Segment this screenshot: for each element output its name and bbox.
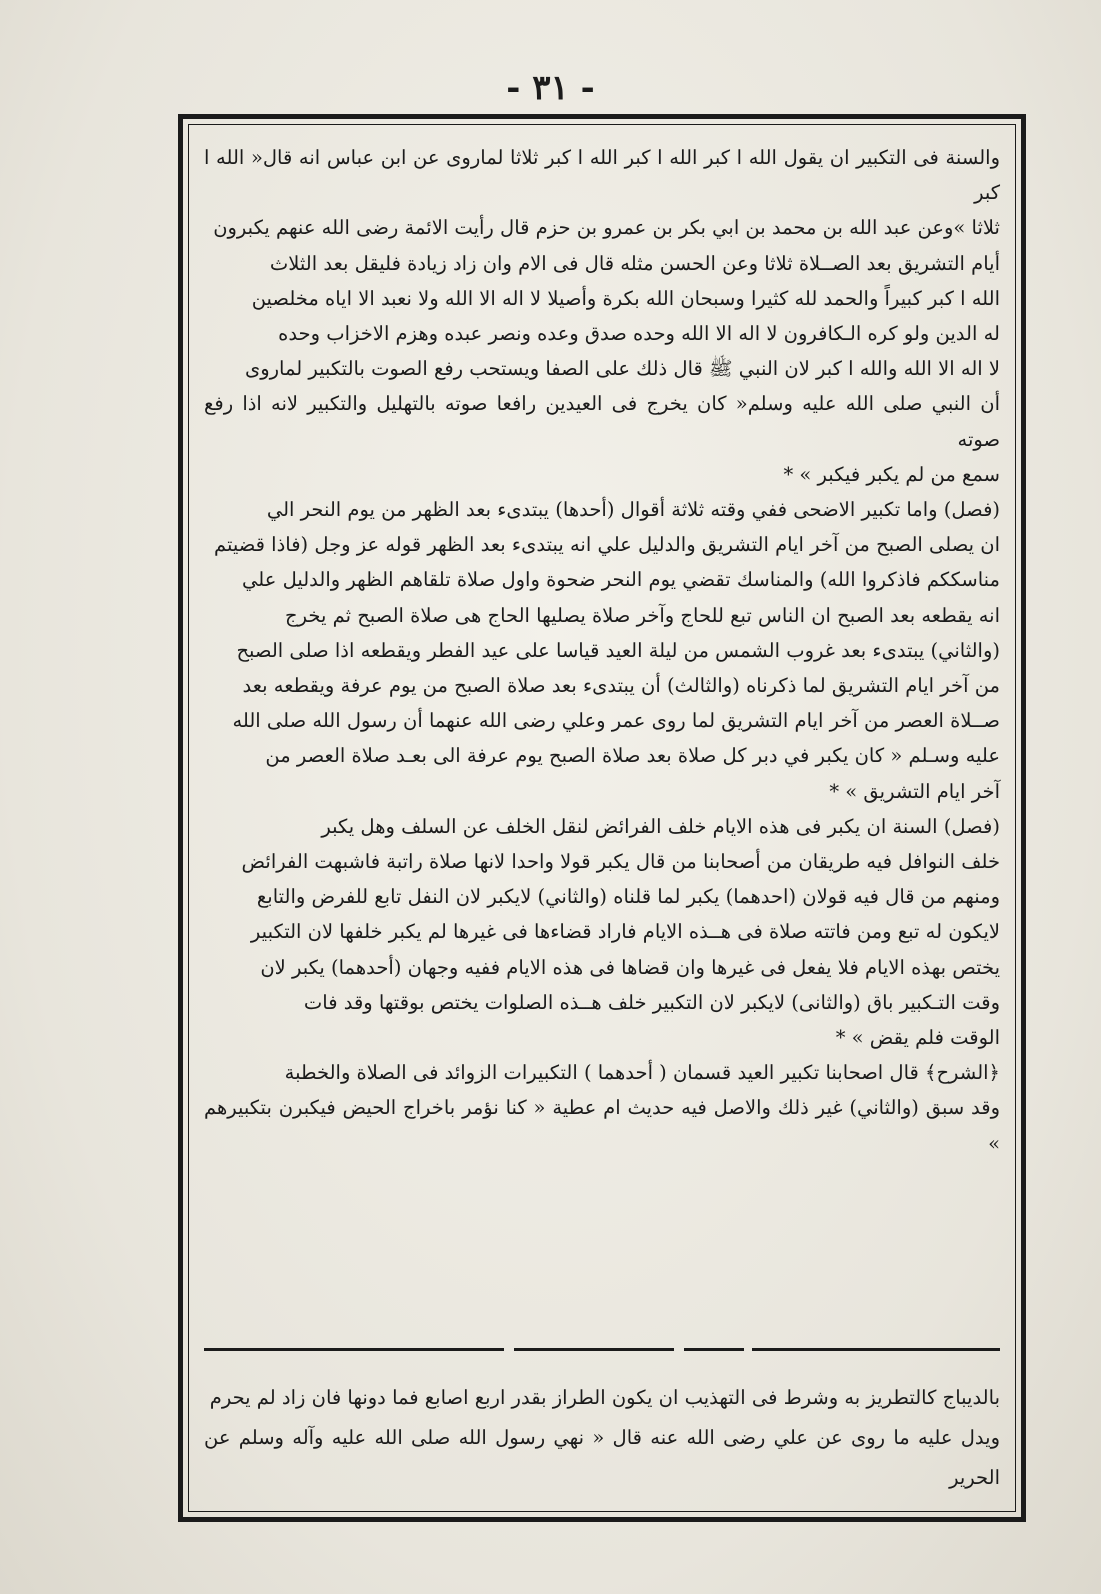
main-text	[204, 140, 1000, 1161]
text-line: الوقت فلم يقض » *	[835, 1026, 1000, 1050]
text-line: يختص بهذه الايام فلا يفعل فى غيرها وان قضاها فى هذه الايام ففيه وجهان (أحدهما) يكبر لان	[260, 955, 1000, 979]
text-line: صــلاة العصر من آخر ايام التشريق لما روى عمر وعلي رضى الله عنهما أن رسول الله صلى الله	[232, 709, 1000, 733]
text-line: والسنة فى التكبير ان يقول الله ا كبر الله ا كبر الله ا كبر ثلاثا لماروى عن ابن عباس انه قال« الله ا كبر	[204, 146, 1000, 205]
text-line: ان يصلى الصبح من آخر ايام التشريق والدليل علي انه يبتدىء بعد الظهر قوله عز وجل (فاذا قضيتم	[213, 533, 1000, 557]
footnote-line: بالديباج كالتطريز به وشرط فى التهذيب ان يكون الطراز بقدر اربع اصابع فما دونها فان زاد لم يحرم	[209, 1386, 1000, 1409]
text-line: مناسككم فاذكروا الله) والمناسك تقضي يوم النحر ضحوة واول صلاة تلقاهم الظهر والدليل علي	[242, 568, 1000, 592]
footnote-text	[204, 1378, 1000, 1498]
text-line: لايكون له تبع ومن فاتته صلاة فى هــذه الايام فاراد قضاءها فى غيرها لم يكبر خلفها لان التكبير	[250, 920, 1000, 944]
text-line: انه يقطعه بعد الصبح ان الناس تبع للحاج وآخر صلاة يصليها الحاج هى صلاة الصبح ثم يخرج	[285, 603, 1000, 627]
page-number: - ٣١ -	[506, 68, 595, 108]
text-line: عليه وسـلم « كان يكبر في دبر كل صلاة بعد صلاة الصبح يوم عرفة الى بعـد صلاة العصر من	[265, 744, 1000, 768]
text-line: (والثاني) يبتدىء بعد غروب الشمس من ليلة العيد قياسا على عيد الفطر ويقطعه اذا صلى الصبح	[236, 638, 1000, 662]
text-line: من آخر ايام التشريق لما ذكرناه (والثالث) أن يبتدىء بعد صلاة الصبح من يوم عرفة ويقطعه بعد	[242, 674, 1000, 698]
text-line: سمع من لم يكبر فيكبر » *	[783, 462, 1000, 486]
text-line: أن النبي صلى الله عليه وسلم« كان يخرج فى العيدين رافعا صوته بالتهليل والتكبير لانه اذا رفع صوته	[204, 392, 1000, 451]
text-line: آخر ايام التشريق » *	[829, 779, 1000, 803]
text-line: وقت التـكبير باق (والثانى) لايكبر لان التكبير خلف هــذه الصلوات يختص بوقتها وقد فات	[303, 990, 1000, 1014]
footnote-separator	[204, 1348, 1000, 1356]
text-line: لا اله الا الله والله ا كبر لان النبي ﷺ قال ذلك على الصفا ويستحب رفع الصوت بالتكبير لماروى	[244, 357, 1000, 381]
text-line: له الدين ولو كره الـكافرون لا اله الا الله وحده صدق وعده ونصر عبده وهزم الاخزاب وحده	[278, 322, 1000, 346]
text-line: ومنهم من قال فيه قولان (احدهما) يكبر لما قلناه (والثاني) لايكبر لان النفل تابع للفرض والتابع	[256, 885, 1000, 909]
text-line: الله ا كبر كبيراً والحمد لله كثيرا وسبحان الله بكرة وأصيلا لا اله الا الله ولا نعبد الا اياه مخلصين	[251, 286, 1000, 310]
text-line: ثلاثا »وعن عبد الله بن محمد بن ابي بكر بن عمرو بن حزم قال رأيت الائمة رضى الله عنهم يكبرون	[213, 216, 1000, 240]
footnote-line: ويدل عليه ما روى عن علي رضى الله عنه قال « نهي رسول الله صلى الله عليه وآله وسلم عن الحرير	[204, 1426, 1000, 1489]
text-line: خلف النوافل فيه طريقان من أصحابنا من قال يكبر قولا واحدا لانها صلاة راتبة فاشبهت الفرائض	[241, 850, 1000, 874]
text-line: (فصل) واما تكبير الاضحى ففي وقته ثلاثة أقوال (أحدها) يبتدىء بعد الظهر من يوم النحر الي	[266, 498, 1000, 522]
text-line: أيام التشريق بعد الصــلاة ثلاثا وعن الحسن مثله قال فى الام وان زاد زيادة فليقل بعد الثلاث	[269, 251, 1000, 275]
text-line: (فصل) السنة ان يكبر فى هذه الايام خلف الفرائض لنقل الخلف عن السلف وهل يكبر	[321, 814, 1000, 838]
text-line: وقد سبق (والثاني) غير ذلك والاصل فيه حديث ام عطية « كنا نؤمر باخراج الحيض فيكبرن بتكبيرهم »	[204, 1096, 1000, 1155]
text-line: ﴿الشرح﴾ قال اصحابنا تكبير العيد قسمان ( أحدهما ) التكبيرات الزوائد فى الصلاة والخطبة	[284, 1061, 1000, 1085]
